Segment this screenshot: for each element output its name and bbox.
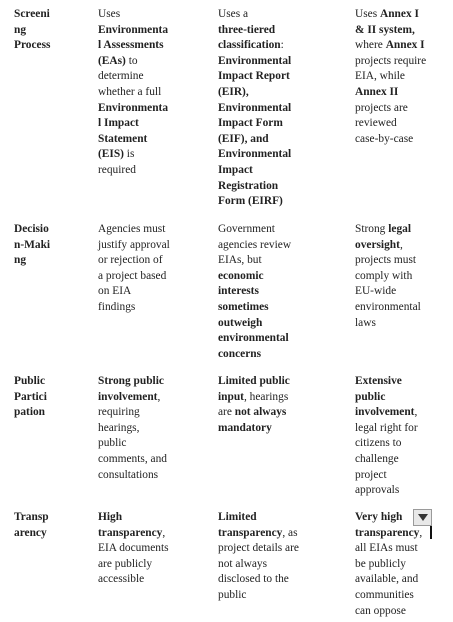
cell-text: mandatory bbox=[218, 421, 272, 434]
cell-text-line bbox=[98, 163, 208, 179]
row-label-line: Partici bbox=[14, 390, 47, 403]
cell-text-line bbox=[218, 222, 340, 238]
row-label-line: pation bbox=[14, 406, 46, 419]
cell-text: whether a full bbox=[98, 85, 162, 98]
cell-text: (EIS) bbox=[98, 148, 124, 161]
cell-text-line bbox=[98, 390, 208, 406]
text-cursor bbox=[430, 526, 432, 539]
cell-text-line bbox=[98, 253, 208, 269]
cell-text: , bbox=[157, 390, 161, 403]
row-label-line: arency bbox=[14, 526, 47, 539]
cell-text: High bbox=[98, 511, 123, 523]
cell-text-line bbox=[218, 421, 340, 437]
cell-text: legal right for bbox=[355, 421, 418, 434]
cell-text: legal bbox=[388, 223, 412, 235]
cell-text: disclosed to the bbox=[218, 573, 289, 586]
cell-text: required bbox=[98, 163, 136, 176]
table-cell bbox=[218, 222, 340, 362]
cell-text-line bbox=[218, 347, 340, 363]
cell-text-line bbox=[218, 179, 340, 195]
cell-text: , bbox=[399, 238, 403, 251]
cell-text: findings bbox=[98, 300, 136, 313]
cell-text: where bbox=[355, 39, 386, 52]
cell-text: agencies review bbox=[218, 238, 292, 251]
cell-text-line bbox=[98, 421, 208, 437]
cell-text: not always bbox=[218, 557, 268, 570]
cell-text: Environmental bbox=[218, 54, 292, 67]
cell-text: interests bbox=[218, 285, 259, 298]
cell-text: Environmental bbox=[218, 148, 292, 161]
cell-text: approvals bbox=[355, 484, 400, 497]
cell-text-line bbox=[355, 405, 437, 421]
cell-text-line bbox=[98, 147, 208, 163]
cell-text: Annex I bbox=[385, 39, 425, 52]
cell-text-line bbox=[98, 69, 208, 85]
cell-text-line bbox=[98, 510, 208, 526]
cell-text-line bbox=[355, 38, 437, 54]
cell-text-line bbox=[98, 101, 208, 117]
cell-text-line bbox=[218, 588, 340, 604]
cell-text: public bbox=[218, 588, 247, 601]
row-label bbox=[14, 222, 82, 269]
row-label-line: Screeni bbox=[14, 8, 50, 20]
cell-text: can oppose bbox=[355, 604, 406, 617]
cell-text: Environmenta bbox=[98, 23, 169, 36]
cell-text: economic bbox=[218, 269, 264, 282]
cell-text: : bbox=[280, 39, 284, 52]
cell-text-line bbox=[355, 132, 437, 148]
cell-text-line bbox=[355, 604, 437, 620]
row-label-line: Decisio bbox=[14, 223, 49, 235]
cell-text: hearings, bbox=[98, 421, 140, 434]
cell-text: consultations bbox=[98, 468, 159, 481]
cell-text-line bbox=[98, 284, 208, 300]
table-cell bbox=[355, 7, 437, 147]
cell-text: environmental bbox=[355, 300, 421, 313]
cell-text-line bbox=[218, 572, 340, 588]
cell-text-line bbox=[98, 557, 208, 573]
cell-text-line bbox=[218, 557, 340, 573]
triangle-down-icon bbox=[418, 514, 428, 521]
cell-text-line bbox=[98, 452, 208, 468]
cell-text: justify approval bbox=[98, 238, 170, 251]
cell-text: public bbox=[355, 390, 386, 403]
cell-text: accessible bbox=[98, 573, 145, 586]
cell-text: are publicly bbox=[98, 557, 153, 570]
cell-text-line bbox=[218, 405, 340, 421]
cell-text: determine bbox=[98, 70, 144, 83]
cell-text: or rejection of bbox=[98, 254, 163, 267]
cell-text: Extensive bbox=[355, 375, 402, 387]
cell-text-line bbox=[218, 163, 340, 179]
cell-text: projects are bbox=[355, 101, 408, 114]
cell-text: Impact Report bbox=[218, 70, 290, 83]
cell-text: Form (EIRF) bbox=[218, 195, 283, 208]
cell-text: Limited bbox=[218, 511, 257, 523]
cell-text-line bbox=[355, 101, 437, 117]
cell-text-line bbox=[355, 54, 437, 70]
cell-text: input bbox=[218, 390, 244, 403]
table-cell bbox=[98, 222, 208, 316]
cell-text-line bbox=[218, 238, 340, 254]
cell-text: l Impact bbox=[98, 117, 139, 130]
row-label-line: Transp bbox=[14, 511, 49, 523]
cell-text-line bbox=[355, 253, 437, 269]
cell-text-line bbox=[355, 269, 437, 285]
cell-text-line bbox=[355, 436, 437, 452]
cell-text-line bbox=[355, 588, 437, 604]
cell-text: three-tiered bbox=[218, 23, 276, 36]
cell-text-line bbox=[98, 436, 208, 452]
cell-text-line bbox=[355, 238, 437, 254]
table-cell bbox=[218, 510, 340, 604]
cell-text: Uses a bbox=[218, 8, 249, 20]
table-cell bbox=[355, 510, 437, 619]
cell-text-line bbox=[218, 269, 340, 285]
cell-text: (EIF), and bbox=[218, 132, 269, 145]
cell-text: Annex I bbox=[380, 8, 419, 20]
cell-text: , bbox=[414, 406, 418, 419]
cell-text: Impact Form bbox=[218, 117, 283, 130]
cell-text: involvement bbox=[355, 406, 415, 419]
cell-text: be publicly bbox=[355, 557, 406, 570]
cell-text: Annex II bbox=[355, 85, 399, 98]
cell-text-line bbox=[218, 54, 340, 70]
cell-text: project bbox=[355, 468, 387, 481]
cell-text-line bbox=[218, 147, 340, 163]
cell-text-line bbox=[98, 23, 208, 39]
cell-text: , as bbox=[282, 526, 298, 539]
cell-text: oversight bbox=[355, 238, 400, 251]
cell-text: Statement bbox=[98, 132, 148, 145]
cell-text-line bbox=[218, 23, 340, 39]
cell-text-line bbox=[98, 85, 208, 101]
cell-text-line bbox=[218, 284, 340, 300]
cell-text-line bbox=[218, 331, 340, 347]
cell-text-line bbox=[355, 374, 437, 390]
cell-text: projects must bbox=[355, 254, 417, 267]
table-cell bbox=[98, 7, 208, 179]
cell-text-line bbox=[218, 85, 340, 101]
cell-text-line bbox=[218, 7, 340, 23]
row-label-line: Process bbox=[14, 39, 51, 52]
cell-text: Uses bbox=[355, 8, 380, 20]
cell-text-line bbox=[98, 468, 208, 484]
cell-text-line bbox=[355, 284, 437, 300]
cell-text-line bbox=[355, 23, 437, 39]
cell-text: , bbox=[419, 526, 423, 539]
cell-text-line bbox=[218, 316, 340, 332]
row-label-line: Public bbox=[14, 375, 46, 387]
table-cell bbox=[98, 374, 208, 483]
cell-text-line bbox=[218, 300, 340, 316]
cell-text: transparency bbox=[218, 526, 283, 539]
cell-text: Strong bbox=[355, 223, 389, 235]
cell-text: citizens to bbox=[355, 437, 402, 450]
cell-text: involvement bbox=[98, 390, 158, 403]
cell-text: to bbox=[125, 54, 138, 67]
cell-text: reviewed bbox=[355, 117, 397, 130]
cell-text-line bbox=[355, 541, 437, 557]
cell-text-line bbox=[98, 38, 208, 54]
cell-text: available, and bbox=[355, 573, 419, 586]
cell-text: Uses bbox=[98, 8, 121, 20]
cell-text-line bbox=[218, 526, 340, 542]
cell-text: Agencies must bbox=[98, 223, 166, 235]
cell-text: are bbox=[218, 406, 235, 419]
cell-text: & II system, bbox=[355, 23, 415, 36]
cell-text: transparency bbox=[355, 526, 420, 539]
cell-text-line bbox=[355, 468, 437, 484]
cell-text: is bbox=[123, 148, 135, 161]
cell-text: challenge bbox=[355, 452, 399, 465]
table-cell bbox=[218, 374, 340, 436]
cell-text: communities bbox=[355, 588, 414, 601]
dropdown-button[interactable] bbox=[413, 509, 432, 526]
cell-text-line bbox=[355, 557, 437, 573]
cell-text-line bbox=[98, 374, 208, 390]
cell-text-line bbox=[98, 116, 208, 132]
cell-text: Environmental bbox=[218, 101, 292, 114]
cell-text: sometimes bbox=[218, 300, 269, 313]
cell-text: not always bbox=[234, 406, 287, 419]
row-label bbox=[14, 510, 82, 541]
cell-text-line bbox=[218, 194, 340, 210]
cell-text-line bbox=[355, 483, 437, 499]
cell-text-line bbox=[218, 116, 340, 132]
cell-text: EIA documents bbox=[98, 542, 169, 555]
table-cell bbox=[355, 374, 437, 499]
cell-text: classification bbox=[218, 39, 281, 52]
cell-text: Environmenta bbox=[98, 101, 169, 114]
cell-text-line bbox=[98, 222, 208, 238]
cell-text-line bbox=[355, 390, 437, 406]
cell-text-line bbox=[218, 374, 340, 390]
table-cell bbox=[355, 222, 437, 331]
cell-text: concerns bbox=[218, 347, 262, 360]
cell-text-line bbox=[218, 253, 340, 269]
cell-text-line bbox=[218, 69, 340, 85]
cell-text: , bbox=[162, 526, 166, 539]
cell-text: comply with bbox=[355, 269, 413, 282]
cell-text: projects require bbox=[355, 54, 427, 67]
cell-text: Very high bbox=[355, 511, 403, 523]
cell-text-line bbox=[355, 116, 437, 132]
cell-text: outweigh bbox=[218, 316, 263, 329]
cell-text-line bbox=[98, 405, 208, 421]
cell-text-line bbox=[98, 238, 208, 254]
cell-text-line bbox=[98, 572, 208, 588]
cell-text-line bbox=[218, 510, 340, 526]
cell-text: comments, and bbox=[98, 452, 167, 465]
cell-text-line bbox=[98, 7, 208, 23]
cell-text: public bbox=[98, 437, 127, 450]
cell-text: a project based bbox=[98, 269, 167, 282]
cell-text: Registration bbox=[218, 179, 279, 192]
table-cell bbox=[218, 7, 340, 210]
cell-text-line bbox=[355, 572, 437, 588]
row-label bbox=[14, 374, 82, 421]
row-label-line: ng bbox=[14, 254, 27, 267]
cell-text: laws bbox=[355, 316, 376, 329]
cell-text: Limited public bbox=[218, 375, 290, 387]
cell-text: Impact bbox=[218, 163, 253, 176]
cell-text-line bbox=[218, 541, 340, 557]
cell-text: l Assessments bbox=[98, 39, 164, 52]
cell-text-line bbox=[98, 526, 208, 542]
cell-text: EIAs, but bbox=[218, 254, 262, 267]
cell-text: transparency bbox=[98, 526, 163, 539]
cell-text: requiring bbox=[98, 406, 140, 419]
cell-text-line bbox=[355, 452, 437, 468]
cell-text-line bbox=[355, 222, 437, 238]
cell-text-line bbox=[355, 7, 437, 23]
cell-text: , hearings bbox=[243, 390, 289, 403]
cell-text: environmental bbox=[218, 332, 289, 345]
cell-text-line bbox=[355, 69, 437, 85]
row-label-line: n-Maki bbox=[14, 238, 51, 251]
cell-text-line bbox=[355, 85, 437, 101]
cell-text-line bbox=[355, 421, 437, 437]
cell-text: Government bbox=[218, 223, 275, 235]
cell-text: (EIR), bbox=[218, 85, 249, 98]
row-label-line: ng bbox=[14, 23, 27, 36]
table-cell bbox=[98, 510, 208, 588]
cell-text-line bbox=[98, 300, 208, 316]
cell-text: (EAs) bbox=[98, 54, 126, 67]
cell-text: case-by-case bbox=[355, 132, 414, 145]
cell-text-line bbox=[98, 132, 208, 148]
cell-text: project details are bbox=[218, 542, 299, 555]
cell-text: all EIAs must bbox=[355, 542, 418, 555]
cell-text-line bbox=[218, 38, 340, 54]
cell-text-line bbox=[355, 316, 437, 332]
cell-text: Strong public bbox=[98, 375, 164, 387]
cell-text: on EIA bbox=[98, 285, 132, 298]
cell-text-line bbox=[98, 269, 208, 285]
cell-text-line bbox=[355, 526, 437, 542]
row-label bbox=[14, 7, 82, 54]
cell-text-line bbox=[218, 101, 340, 117]
cell-text-line bbox=[218, 132, 340, 148]
cell-text: EU-wide bbox=[355, 285, 397, 298]
cell-text-line bbox=[98, 541, 208, 557]
cell-text: EIA, while bbox=[355, 70, 405, 83]
cell-text-line bbox=[218, 390, 340, 406]
cell-text-line bbox=[98, 54, 208, 70]
cell-text-line bbox=[355, 300, 437, 316]
